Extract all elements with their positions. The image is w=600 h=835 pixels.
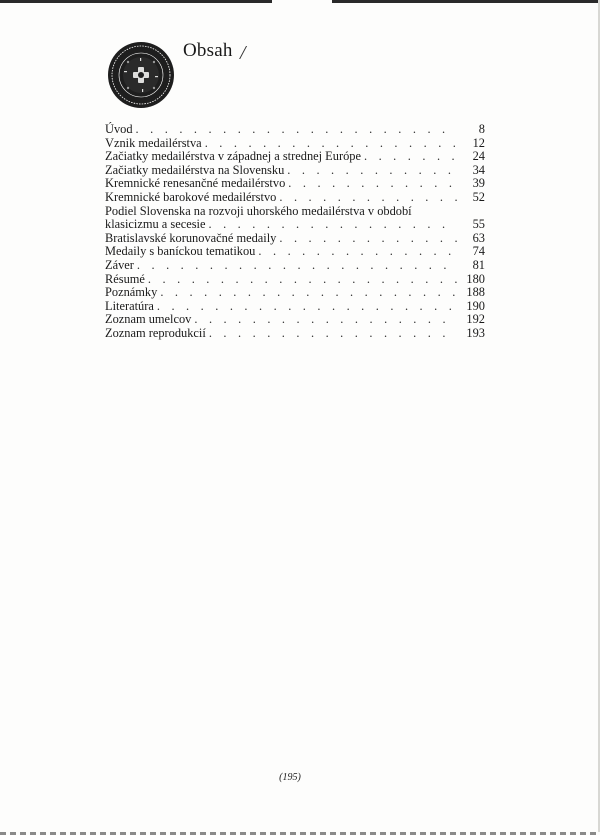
toc-entry-page: 190	[466, 298, 485, 313]
toc-entry	[105, 327, 485, 341]
toc-entry-page: 180	[466, 271, 485, 286]
library-stamp-seal	[106, 40, 176, 110]
toc-entry	[105, 150, 485, 164]
dot-leader	[288, 177, 457, 191]
toc-entry-page: 39	[472, 176, 485, 191]
dot-leader	[208, 218, 457, 232]
toc-entry-page: 192	[466, 312, 485, 327]
toc-entry-page: 24	[472, 149, 485, 164]
dot-leader	[157, 300, 457, 314]
toc-entry	[105, 177, 485, 191]
page-top-edge-gap	[272, 0, 332, 3]
toc-entry-page: 55	[472, 217, 485, 232]
dot-leader	[209, 327, 457, 341]
toc-entry-title: Úvod	[105, 122, 133, 136]
dot-leader	[205, 137, 457, 151]
toc-entry-title: Kremnické barokové medailérstvo	[105, 189, 277, 204]
toc-entry-title: Literatúra	[105, 298, 154, 313]
toc-entry-page: 188	[466, 285, 485, 300]
toc-entry	[105, 191, 485, 205]
toc-entry-title: Poznámky	[105, 285, 158, 300]
toc-entry-title: Zoznam umelcov	[105, 312, 192, 327]
toc-entry-title: klasicizmu a secesie	[105, 217, 206, 232]
dot-leader	[136, 123, 457, 137]
toc-entry-title: Začiatky medailérstva v západnej a strednej Európe	[105, 149, 361, 164]
toc-entry-title: Kremnické renesančné medailérstvo	[105, 176, 286, 191]
dot-leader	[137, 259, 457, 273]
toc-entry-page: 81	[472, 257, 485, 272]
dot-leader	[279, 191, 457, 205]
toc-entry-page: 8	[478, 122, 485, 136]
toc-entry	[105, 123, 485, 137]
toc-entry-title: Résumé	[105, 271, 145, 286]
page-number: (195)	[279, 772, 301, 783]
toc-entry-title: Záver	[105, 257, 134, 272]
dot-leader	[287, 164, 457, 178]
toc-entry-page: 52	[472, 189, 485, 204]
toc-entry	[105, 245, 485, 259]
toc-entry	[105, 164, 485, 178]
toc-entry	[105, 218, 485, 232]
toc-entry-title: Začiatky medailérstva na Slovensku	[105, 162, 285, 177]
toc-entry-title: Vznik medailérstva	[105, 135, 202, 150]
toc-entry-title: Bratislavské korunovačné medaily	[105, 230, 277, 245]
toc-entry-title: Medaily s baníckou tematikou	[105, 244, 256, 259]
toc-entry	[105, 137, 485, 151]
toc-entry-page: 193	[466, 325, 485, 340]
toc-entry	[105, 232, 485, 246]
page-title: Obsah	[183, 40, 233, 61]
toc-entry-page: 74	[472, 244, 485, 259]
toc-entry	[105, 259, 485, 273]
toc-entry	[105, 313, 485, 327]
dot-leader	[194, 313, 457, 327]
toc-entry-title-first-line: Podiel Slovenska na rozvoji uhorského medailérstva v období	[105, 203, 412, 218]
toc-entry	[105, 300, 485, 314]
handwritten-slash-mark: /	[240, 42, 246, 64]
toc-entry	[105, 286, 485, 300]
toc-entry-page: 12	[472, 135, 485, 150]
dot-leader	[364, 150, 457, 164]
dot-leader	[160, 286, 457, 300]
toc-entry-title: Zoznam reprodukcií	[105, 325, 206, 340]
dot-leader	[258, 245, 457, 259]
dot-leader	[279, 232, 457, 246]
table-of-contents	[105, 123, 485, 341]
toc-entry-page: 34	[472, 162, 485, 177]
toc-entry	[105, 273, 485, 287]
toc-entry-page: 63	[472, 230, 485, 245]
dot-leader	[148, 273, 457, 287]
